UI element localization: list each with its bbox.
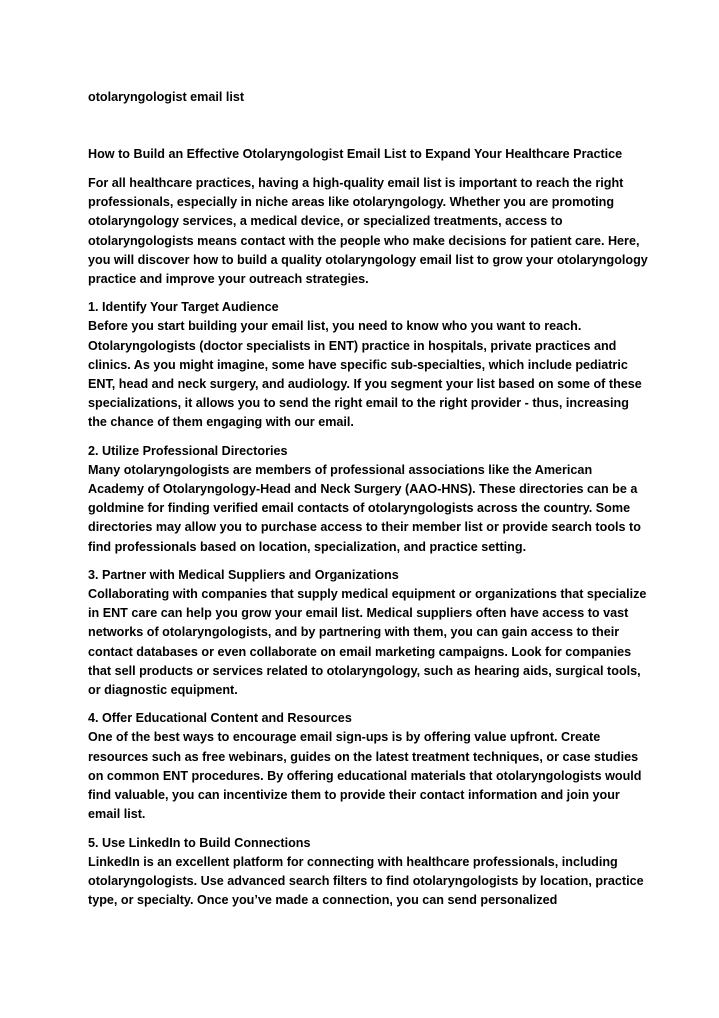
section-title: 2. Utilize Professional Directories (88, 443, 288, 458)
section-title: 3. Partner with Medical Suppliers and Organizations (88, 567, 399, 582)
section-text: Before you start building your email list, you need to know who you want to reach. Otolaryngologists (doctor specialists in ENT) practice in hospitals, private practices and clinics. As you might imagine, some have specific sub-specialties, which include pediatric ENT, head and neck surgery, and audiology. If you segment your list based on some of these specializations, it allows you to send the right email to the right provider - thus, increasing the chance of them engaging with our email. (88, 319, 642, 430)
section-identify-audience (88, 298, 648, 432)
document-title: otolaryngologist email list (88, 90, 245, 104)
article-heading: How to Build an Effective Otolaryngologist Email List to Expand Your Healthcare Practice (88, 147, 623, 161)
intro-paragraph: For all healthcare practices, having a high-quality email list is important to reach the right professionals, especially in niche areas like otolaryngology. Whether you are promoting otolaryngology services, a medical device, or specialized treatments, access to otolaryngologists means contact with the people who make decisions for patient care. Here, you will discover how to build a quality otolaryngology email list to grow your otolaryngology practice and improve your outreach strategies. (88, 176, 648, 287)
article-body (88, 174, 648, 919)
section-text: LinkedIn is an excellent platform for connecting with healthcare professionals, including otolaryngologists. Use advanced search filters to find otolaryngologists by location, practice type, or specialty. Once you’ve made a connection, you can send personalized (88, 854, 644, 908)
section-educational-content (88, 709, 648, 824)
section-text: Collaborating with companies that supply medical equipment or organizations that specialize in ENT care can help you grow your email list. Medical suppliers often have access to vast networks of otolaryngologists, and by partnering with them, you can gain access to their contact databases or even collaborate on email marketing campaigns. Look for companies that sell products or services related to otolaryngology, such as hearing aids, surgical tools, or diagnostic equipment. (88, 587, 647, 698)
section-title: 1. Identify Your Target Audience (88, 300, 279, 315)
section-text: One of the best ways to encourage email sign-ups is by offering value upfront. Create resources such as free webinars, guides on the latest treatment techniques, or case studies on common ENT procedures. By offering educational materials that otolaryngologists would find valuable, you can incentivize them to provide their contact information and join your email list. (88, 730, 642, 822)
section-medical-suppliers (88, 566, 648, 700)
section-title: 5. Use LinkedIn to Build Connections (88, 835, 311, 850)
section-text: Many otolaryngologists are members of professional associations like the American Academy of Otolaryngology-Head and Neck Surgery (AAO-HNS). These directories can be a goldmine for finding verified email contacts of otolaryngologists across the country. Some directories may allow you to purchase access to their member list or provide search tools to find professionals based on location, specialization, and practice setting. (88, 462, 641, 554)
section-linkedin (88, 834, 648, 911)
section-professional-directories (88, 442, 648, 557)
section-title: 4. Offer Educational Content and Resources (88, 711, 352, 726)
